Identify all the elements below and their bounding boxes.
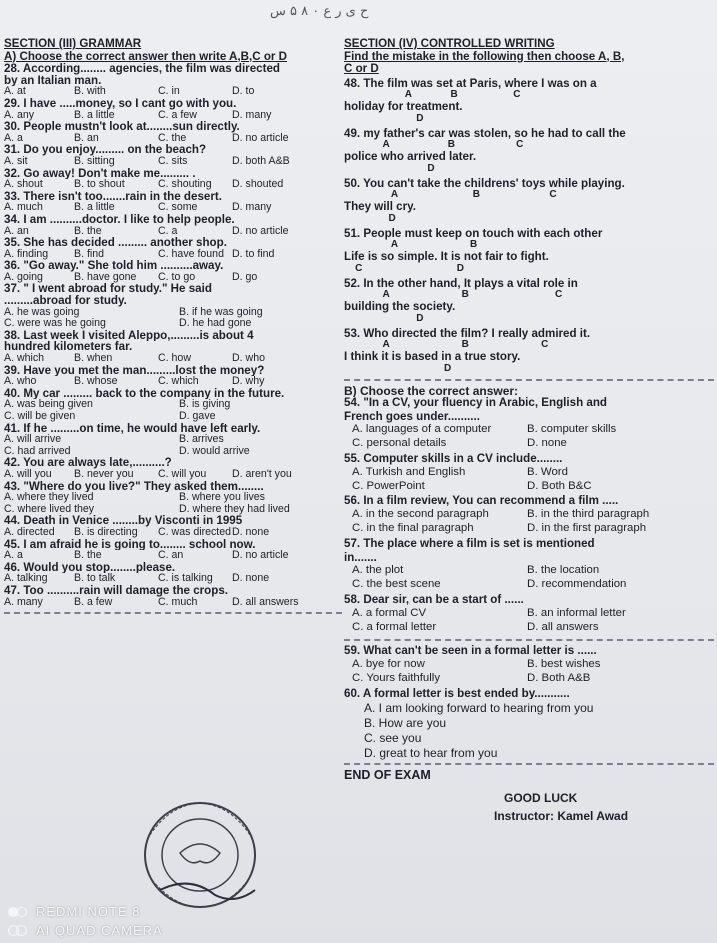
question-item (344, 453, 714, 494)
option: D. many (232, 202, 272, 214)
question-item (4, 237, 342, 260)
options-row (4, 527, 342, 539)
question-item (4, 191, 342, 214)
grammar-section (4, 38, 342, 618)
option: C. the best scene (352, 579, 441, 591)
question-text-cont: in....... (344, 551, 377, 564)
option: B. whose (74, 376, 118, 388)
option: A. sit (4, 155, 28, 167)
option: B. if he was going (179, 306, 263, 318)
option: D. no article (232, 132, 289, 144)
option-labels: D (344, 312, 424, 324)
option: C. see you (364, 731, 422, 746)
question-item (4, 585, 342, 614)
option: D. who (232, 353, 265, 365)
option-labels: A B C (344, 339, 549, 351)
good-luck: GOOD LUCK (504, 790, 578, 805)
option: A. will you (4, 468, 52, 480)
option: C. which (158, 376, 199, 388)
option: B. Word (527, 466, 568, 478)
question-item (4, 562, 342, 585)
question-item (4, 63, 342, 98)
option-labels: C D (344, 262, 465, 274)
option: A. was being given (4, 399, 93, 411)
mistake-line: holiday for treatment. (344, 101, 463, 114)
question-text: 40. My car ......... back to the company in the future. (4, 387, 285, 400)
option: C. the (158, 132, 187, 144)
options-row (352, 438, 714, 452)
option: B. with (74, 86, 106, 98)
option-labels: D (344, 162, 435, 174)
option: B. find (74, 248, 105, 260)
options-row (4, 446, 342, 458)
option: A. shout (4, 179, 43, 191)
option-labels: D (344, 112, 424, 124)
question-item (4, 539, 342, 562)
question-text-cont: by an Italian man. (4, 74, 102, 87)
option: A. a formal CV (352, 607, 427, 619)
option: C. had arrived (4, 445, 71, 457)
question-text-cont: hundred kilometers far. (4, 341, 133, 354)
options-row (4, 179, 342, 191)
question-text: 30. People mustn't look at........sun directly. (4, 121, 240, 133)
question-text: 59. What can't be seen in a formal letter is ...... (344, 645, 597, 658)
question-text: 34. I am ..........doctor. I like to help people. (4, 213, 235, 226)
options-row (352, 424, 714, 438)
option: D. where they had lived (179, 503, 290, 515)
options-row (4, 550, 342, 562)
option: C. an (158, 550, 184, 562)
option: A. much (4, 202, 43, 214)
option: D. go (232, 271, 258, 283)
option: B. the location (527, 565, 600, 577)
question-item (4, 515, 342, 538)
option: B. arrives (179, 434, 224, 446)
question-text: 32. Go away! Don't make me......... . (4, 167, 196, 180)
option: C. Yours faithfully (352, 672, 441, 684)
option: B. have gone (74, 271, 137, 283)
mistake-line: 48. The film was set at Paris, where I was on a (344, 77, 597, 90)
options-row (352, 622, 714, 636)
options-row (352, 608, 714, 622)
question-text: 42. You are always late,..........? (4, 457, 172, 469)
question-text: 28. According........ agencies, the film was directed (4, 63, 280, 75)
options-row (4, 573, 342, 585)
option: A. he was going (4, 306, 80, 318)
option: D. many (232, 109, 272, 121)
question-item (4, 330, 342, 365)
option: C. have found (158, 248, 224, 260)
instructor: Instructor: Kamel Awad (494, 808, 629, 823)
option: D. why (232, 376, 265, 388)
question-item (4, 388, 342, 423)
options-row (352, 467, 714, 481)
question-text: 41. If he .........on time, he would have left early. (4, 422, 261, 435)
watermark-line2: AI QUAD CAMERA (36, 923, 163, 938)
mistake-line: 49. my father's car was stolen, so he had to call the (344, 127, 626, 140)
option: D. he had gone (179, 318, 252, 330)
option: A. who (4, 376, 37, 388)
option-labels: A B C (344, 139, 524, 151)
option: B. is directing (74, 526, 138, 538)
mistake-line: police who arrived later. (344, 151, 477, 164)
question-text: 29. I have .....money, so I cant go with you. (4, 97, 237, 110)
option: A. finding (4, 248, 49, 260)
option: B. best wishes (527, 659, 601, 671)
options-row (4, 399, 342, 411)
option: B. never you (74, 468, 134, 480)
question-item (4, 214, 342, 237)
option: A. languages of a computer (352, 424, 492, 436)
option: C. to go (158, 271, 196, 283)
option: C. will you (158, 468, 207, 480)
option: C. was directed (158, 526, 232, 538)
option: A. going (4, 271, 43, 283)
mistake-line: building the society. (344, 301, 456, 314)
options-row (4, 272, 342, 284)
question-item (4, 121, 342, 144)
option: A. any (4, 109, 35, 121)
part-b-title: B) Choose the correct answer: (344, 384, 519, 397)
options-row (4, 307, 342, 319)
option: A. at (4, 86, 26, 98)
option: C. will be given (4, 411, 76, 422)
option: B. sitting (74, 155, 115, 167)
section-instruction: Find the mistake in the following then choose A, B, (344, 49, 625, 63)
question-item (4, 457, 342, 480)
mistake-item (344, 78, 714, 125)
option: A. directed (4, 526, 55, 538)
option: D. gave (179, 411, 216, 422)
option: A. the plot (352, 565, 404, 577)
options-row (4, 86, 342, 98)
option: C. a (158, 225, 178, 237)
divider (4, 612, 342, 614)
option: B. where you lives (179, 492, 265, 504)
grammar-questions (4, 63, 342, 614)
writing-section (344, 38, 714, 822)
option: B. in the third paragraph (527, 509, 650, 521)
divider (344, 379, 714, 381)
option: D. all answers (232, 596, 299, 608)
question-item (4, 365, 342, 388)
question-item (4, 481, 342, 516)
option: D. none (527, 438, 567, 450)
option-labels: D (344, 362, 452, 374)
header-scribble: ح ی ر ع ۰ ۸ ۵ س (270, 4, 369, 19)
option: D. all answers (527, 621, 599, 633)
camera-watermark (8, 902, 163, 940)
options-row (352, 481, 714, 495)
question-item (4, 283, 342, 329)
question-text: 37. " I went abroad for study." He said (4, 283, 212, 296)
option: A. an (4, 225, 29, 237)
question-item (344, 538, 714, 593)
options-row (352, 565, 714, 579)
option: D. none (232, 526, 270, 538)
option: B. is giving (179, 399, 231, 411)
option: D. would arrive (179, 445, 250, 457)
mistake-item (344, 128, 714, 175)
option: D. to find (232, 248, 275, 260)
option: D. recommendation (527, 579, 627, 591)
option: C. how (158, 353, 191, 365)
option: B. a few (74, 596, 113, 608)
option: C. PowerPoint (352, 480, 425, 492)
question-item (344, 594, 714, 641)
options-row (352, 579, 714, 593)
question-item (344, 645, 714, 686)
option: D. both A&B (232, 155, 290, 167)
option: D. none (232, 573, 270, 585)
option: B. to shout (74, 179, 125, 191)
option: A. where they lived (4, 492, 94, 504)
question-item (4, 260, 342, 283)
question-item (4, 168, 342, 191)
option: B. a little (74, 109, 115, 121)
option: A. which (4, 353, 45, 365)
question-text-cont: .........abroad for study. (4, 295, 127, 307)
option: C. is talking (158, 573, 213, 585)
section-instruction: A) Choose the correct answer then write A,B,C or D (4, 49, 288, 63)
question-text: 58. Dear sir, can be a start of ...... (344, 593, 524, 606)
option: C. in (158, 86, 180, 98)
option-labels: D (344, 212, 396, 224)
option: C. were was he going (4, 318, 106, 330)
divider (344, 763, 714, 765)
question-item (344, 495, 714, 536)
option: D. Both A&B (527, 672, 591, 684)
option: D. Both B&C (527, 480, 592, 492)
question-text: 57. The place where a film is set is mentioned (344, 537, 595, 550)
option: B. to talk (74, 573, 116, 585)
option: D. no article (232, 550, 289, 562)
question-item (4, 98, 342, 121)
option: D. great to hear from you (364, 746, 498, 761)
option: A. Turkish and English (352, 466, 466, 478)
option: A. many (4, 596, 43, 608)
option: D. shouted (232, 179, 284, 191)
options-row (352, 659, 714, 673)
question-text: 55. Computer skills in a CV include........ (344, 452, 563, 465)
options-row (4, 376, 342, 388)
question-text: 45. I am afraid he is going to........ school now. (4, 538, 256, 551)
question-item (344, 397, 714, 452)
mistake-line: 50. You can't take the childrens' toys while playing. (344, 177, 625, 190)
question-60 (344, 688, 714, 760)
question-item (4, 144, 342, 167)
question-text: 36. "Go away." She told him ..........away. (4, 260, 224, 272)
question-text: 31. Do you enjoy......... on the beach? (4, 144, 207, 156)
option: D. aren't you (232, 468, 292, 480)
mistake-line: I think it is based in a true story. (344, 351, 521, 364)
option: C. in the final paragraph (352, 522, 474, 534)
option: D. to (232, 86, 255, 98)
option: C. where lived they (4, 503, 95, 515)
mistake-line: 51. People must keep on touch with each other (344, 227, 603, 240)
question-item (4, 423, 342, 458)
mistake-line: They will cry. (344, 201, 416, 214)
options-row (4, 434, 342, 446)
option: B. the (74, 225, 102, 237)
options-row (4, 492, 342, 504)
options-row (4, 202, 342, 214)
option: B. when (74, 353, 113, 365)
end-of-exam: END OF EXAM (344, 769, 431, 782)
option: B. How are you (364, 716, 447, 731)
option: A. a (4, 550, 23, 562)
divider (344, 639, 714, 641)
option: C. some (158, 202, 198, 214)
option: B. a little (74, 202, 115, 214)
section-title: SECTION (III) GRAMMAR (4, 37, 142, 50)
option: A. in the second paragraph (352, 509, 489, 521)
mistake-item (344, 278, 714, 325)
question-text: 56. In a film review, You can recommend a film ..... (344, 495, 619, 508)
options-row (4, 597, 342, 609)
options-row (352, 523, 714, 537)
question-text-cont: French goes under.......... (344, 410, 480, 423)
question-text: 47. Too ..........rain will damage the crops. (4, 584, 228, 597)
camera-rings-icon (8, 925, 28, 937)
section-instruction-cont: C or D (344, 62, 379, 76)
mistake-item (344, 178, 714, 225)
option: A. talking (4, 573, 48, 585)
option-labels: A B (344, 239, 478, 251)
option: C. a formal letter (352, 621, 437, 633)
option: A. a (4, 132, 23, 144)
options-row (4, 156, 342, 168)
mistake-line: 52. In the other hand, It plays a vital role in (344, 277, 578, 290)
option-labels: A B C (344, 289, 563, 301)
option: C. sits (158, 155, 188, 167)
mistake-questions (344, 78, 714, 375)
school-stamp-icon (140, 795, 260, 915)
camera-dots-icon (8, 907, 28, 917)
option: C. a few (158, 109, 197, 121)
option: A. bye for now (352, 659, 425, 671)
mistake-line: 53. Who directed the film? I really admired it. (344, 327, 591, 340)
question-text: 35. She has decided ......... another shop. (4, 237, 227, 249)
question-text: 39. Have you met the man.........lost the money? (4, 364, 265, 377)
option: A. will arrive (4, 434, 62, 446)
mistake-line: Life is so simple. It is not fair to fight. (344, 251, 549, 264)
option: B. computer skills (527, 424, 617, 436)
options-row (4, 133, 342, 145)
question-text: 38. Last week I visited Aleppo,.........is about 4 (4, 329, 254, 342)
option-labels: A B C (344, 189, 557, 201)
options-row (4, 504, 342, 516)
question-text: 44. Death in Venice ........by Visconti in 1995 (4, 515, 243, 527)
options-row (4, 110, 342, 122)
options-row (4, 411, 342, 423)
mistake-item (344, 328, 714, 375)
option: B. an informal letter (527, 607, 626, 619)
options-row (352, 673, 714, 687)
option: B. an (74, 132, 99, 144)
question-text: 46. Would you stop........please. (4, 561, 176, 574)
mistake-item (344, 228, 714, 275)
options-row (4, 469, 342, 481)
options-row (352, 509, 714, 523)
option: D. in the first paragraph (527, 522, 647, 534)
question-text: 33. There isn't too.......rain in the desert. (4, 190, 222, 203)
option: A. I am looking forward to hearing from you (364, 701, 594, 716)
options-row (4, 318, 342, 330)
option: D. no article (232, 225, 289, 237)
question-text: 60. A formal letter is best ended by........... (344, 687, 570, 700)
watermark-line1: REDMI NOTE 8 (36, 904, 141, 919)
question-text: 43. "Where do you live?" They asked them........ (4, 480, 264, 493)
option: C. much (158, 596, 198, 608)
option: B. the (74, 550, 102, 562)
options-row (4, 226, 342, 238)
mcq-questions (344, 397, 714, 687)
question-text: 54. "In a CV, your fluency in Arabic, English and (344, 396, 607, 409)
option-labels: A B C (344, 89, 521, 101)
options-row (4, 353, 342, 365)
options-row (4, 249, 342, 261)
section-title: SECTION (IV) CONTROLLED WRITING (344, 37, 555, 50)
option: C. personal details (352, 438, 447, 450)
option: C. shouting (158, 179, 212, 191)
